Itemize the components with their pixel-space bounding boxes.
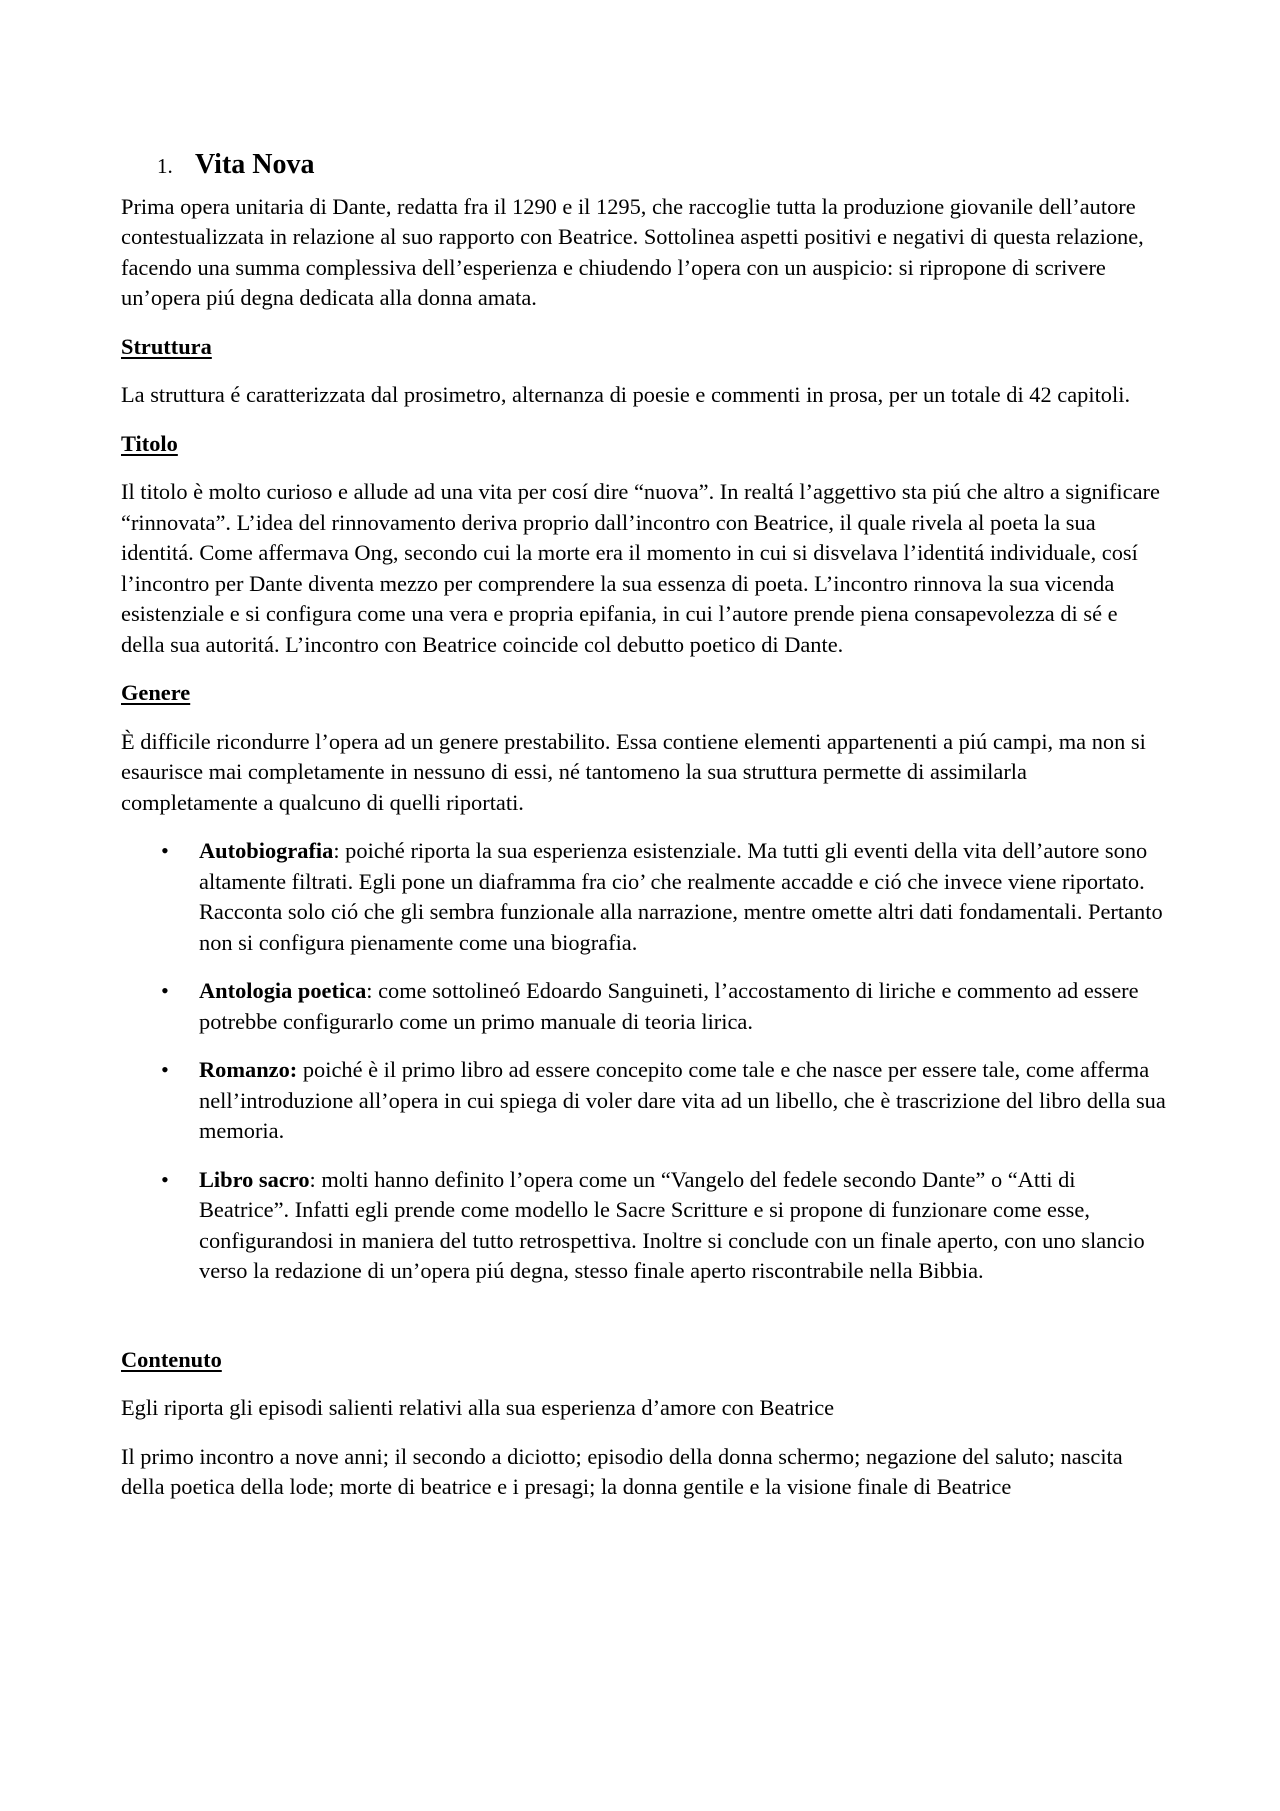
document-body [121,150,1166,1521]
section-heading-titolo: Titolo [121,430,178,456]
section-heading-genere: Genere [121,680,191,705]
bullet-icon: • [161,838,169,863]
list-item-term: Libro sacro [199,1166,310,1192]
list-item-term: Antologia poetica [199,978,367,1003]
list-item [121,1165,1166,1287]
titolo-paragraph: Il titolo è molto curioso e allude ad una vita per cosí dire “nuova”. In realtá l’aggettivo sta piú che altro a significare “rinnovata”. L’idea del rinnovamento deriva proprio dall’incontro con Beatrice, il quale rivela al poeta la sua identitá. Come affermava Ong, secondo cui la morte era il momento in cui si disvelava l’identitá individuale, cosí l’incontro per Dante diventa mezzo per comprendere la sua essenza di poeta. L’incontro rinnova la sua vicenda esistenziale e si configura come una vera e propria epifania, in cui l’autore prende piena consapevolezza di sé e della sua autoritá. L’incontro con Beatrice coincide col debutto poetico di Dante. [121,479,1160,657]
bullet-icon: • [161,1057,169,1082]
intro-paragraph: Prima opera unitaria di Dante, redatta fra il 1290 e il 1295, che raccoglie tutta la produzione giovanile dell’autore contestualizzata in relazione al suo rapporto con Beatrice. Sottolinea aspetti positivi e negativi di questa relazione, facendo una summa complessiva dell’esperienza e chiudendo l’opera con un auspicio: si ripropone di scrivere un’opera piú degna dedicata alla donna amata. [121,193,1144,310]
list-item-text: : come sottolineó Edoardo Sanguineti, l’accostamento di liriche e commento ad essere potrebbe configurarlo come un primo manuale di teoria lirica. [199,978,1139,1034]
list-item [121,1055,1166,1147]
section-heading-contenuto: Contenuto [121,1346,222,1372]
contenuto-paragraph-2: Il primo incontro a nove anni; il secondo a diciotto; episodio della donna schermo; negazione del saluto; nascita della poetica della lode; morte di beatrice e i presagi; la donna gentile e la visione finale di Beatrice [121,1443,1123,1499]
list-item-term: Autobiografia [199,838,334,863]
spacer [121,1305,1166,1345]
chapter-heading [121,150,1166,182]
list-item [121,836,1166,958]
genere-list [121,836,1166,1287]
list-item-text: : poiché riporta la sua esperienza esistenziale. Ma tutti gli eventi della vita dell’autore sono altamente filtrati. Egli pone un diaframma fra cio’ che realmente accadde e ció che invece viene riportato. Racconta solo ció che gli sembra funzionale alla narrazione, mentre omette altri dati fondamentali. Pertanto non si configura pienamente come una biografia. [199,838,1163,955]
chapter-number: 1. [157,154,173,178]
list-item [121,976,1166,1037]
list-item-text: : molti hanno definito l’opera come un “Vangelo del fedele secondo Dante” o “Atti di Beatrice”. Infatti egli prende come modello le Sacre Scritture e si propone di funzionare come esse, configurandosi in maniera del tutto retrospettiva. Inoltre si conclude con un finale aperto, con uno slancio verso la redazione di un’opera piú degna, stesso finale aperto riscontrabile nella Bibbia. [199,1166,1145,1283]
section-heading-struttura: Struttura [121,333,212,359]
struttura-paragraph: La struttura é caratterizzata dal prosimetro, alternanza di poesie e commenti in prosa, per un totale di 42 capitoli. [121,382,1131,407]
genere-paragraph: È difficile ricondurre l’opera ad un genere prestabilito. Essa contiene elementi appartenenti a piú campi, ma non si esaurisce mai completamente in nessuno di essi, né tantomeno la sua struttura permette di assimilarla completamente a qualcuno di quelli riportati. [121,728,1146,815]
list-item-text: poiché è il primo libro ad essere concepito come tale e che nasce per essere tale, come afferma nell’introduzione all’opera in cui spiega di voler dare vita ad un libello, che è trascrizione del libro della sua memoria. [199,1057,1166,1143]
contenuto-paragraph-1: Egli riporta gli episodi salienti relativi alla sua esperienza d’amore con Beatrice [121,1395,835,1420]
chapter-title: Vita Nova [195,149,315,180]
bullet-icon: • [161,978,169,1003]
list-item-term: Romanzo: [199,1057,298,1082]
bullet-icon: • [161,1166,169,1192]
